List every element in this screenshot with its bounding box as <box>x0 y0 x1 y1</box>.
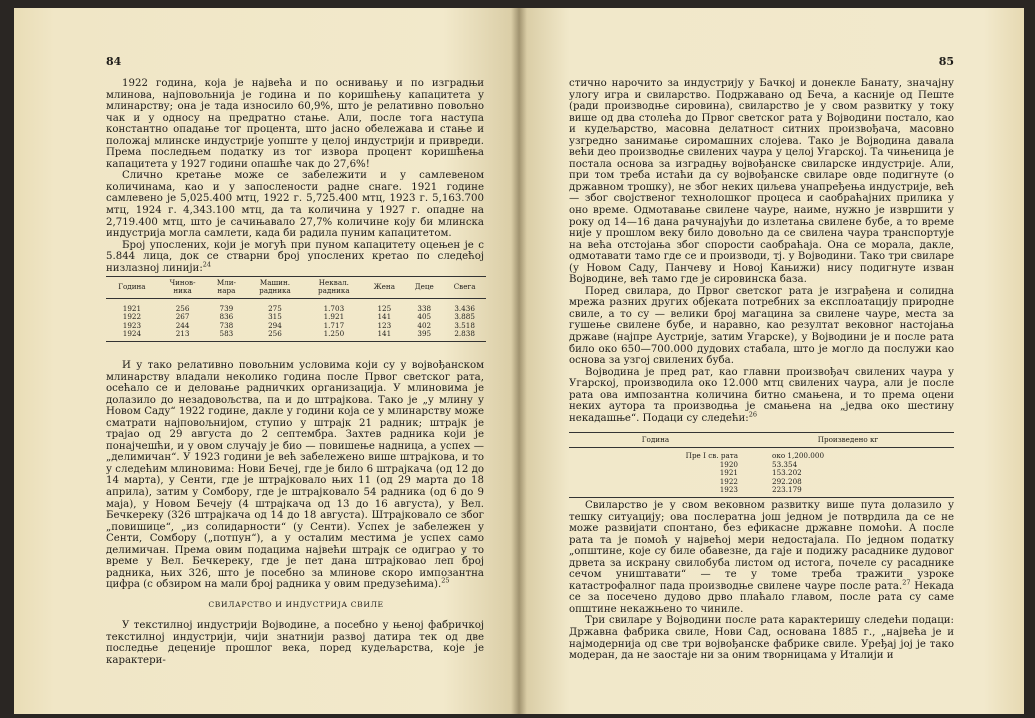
table-cell: 123 <box>377 320 392 330</box>
table-cell: 738 <box>219 320 234 330</box>
table-cell: 3.518 <box>454 320 475 330</box>
table-cell: 2.838 <box>443 330 486 342</box>
table-header-cell: Машин. радника <box>246 277 305 299</box>
table-cell: 1923 <box>569 486 742 498</box>
table-cell: 292.208 <box>772 476 802 486</box>
paragraph: 1922 година, која је највећа и по оснивању и по изградњи млинова, најповољнија је година и по коришћењу капацитета у млинарству; она је тада износило 60,9%, што је релативно повољно чак и у односу на предратно стање. Али, после тога наступа константно опадање тог процента, што јасно обележава и стање и положај млинске индустрије уопште у целој индустрији и привреди. Према последњем податку из тог извора процент коришћења капацитета у 1927 години опашће чак до 27,6%! <box>106 78 484 170</box>
table-cell: 153.202 <box>772 468 802 478</box>
table-row <box>569 461 954 469</box>
left-text-top <box>106 78 484 274</box>
table-cell: 338 <box>417 303 432 313</box>
table-cell: 1922 <box>122 312 142 322</box>
table-cell: 223.179 <box>742 486 954 498</box>
table-header-cell: Неквал. радника <box>304 277 363 299</box>
left-page <box>14 8 519 714</box>
table-cell: 294 <box>268 320 282 330</box>
table-cell: 213 <box>158 330 207 342</box>
left-text-middle <box>106 360 484 591</box>
mill-workers-table <box>106 276 486 342</box>
page-number: 85 <box>938 55 954 68</box>
table-cell: 1.703 <box>323 303 345 313</box>
left-text-bottom <box>106 620 484 666</box>
table-row <box>569 469 954 477</box>
table-cell: 1922 <box>719 476 738 486</box>
table-cell: 53.354 <box>772 459 798 469</box>
footnote-ref: 24 <box>202 260 212 269</box>
table-cell: 275 <box>268 303 282 313</box>
table-cell: 315 <box>268 312 282 322</box>
footnote-ref: 27 <box>902 578 911 587</box>
table-cell: 739 <box>219 303 234 313</box>
table-cell: 1920 <box>719 459 738 469</box>
table-cell: 1921 <box>122 303 142 313</box>
table-header-cell: Свега <box>443 277 486 299</box>
table-cell: 836 <box>219 312 234 322</box>
paragraph: Поред свилара, до Првог светског рата је изграђена и солидна мрежа разних других објеката потребних за експлоатацију природне свиле, а то су — велики број магацина за свилене чауре, места за гушење свилене бубе, и наравно, као резултат вековног настојања државе (најпре Аустрије, затим Угарске), у Војводини је и после рата било око 650—700.000 дудових стабала, што је могло да послужи као основа за узгој свилених буба. <box>569 285 954 367</box>
table-cell: 1.250 <box>304 330 363 342</box>
table-cell: 583 <box>207 330 245 342</box>
paragraph: Слично кретање може се забележити и у самлевеном количинама, као и у запослености радне снаге. 1921 године самлевено је 5,025.400 мтц, 1922 г. 5,725.400 мтц, 1923 г. 5,163.700 мтц, 1924 г. 4,343.100 мтц, да та количина у 1927 г. опадне на 2,719.400 мтц, што је сачињавало 27,7% количине коју би млинска индустрија могла самлети, када би радила пуним капацитетом. <box>106 170 484 240</box>
table-row <box>106 330 486 342</box>
table-cell: 125 <box>377 303 392 313</box>
table-header-cell: Жена <box>363 277 405 299</box>
page-number: 84 <box>106 55 122 68</box>
section-heading: СВИЛАРСТВО И ИНДУСТРИЈА СВИЛЕ <box>208 600 384 609</box>
table-row <box>569 478 954 486</box>
paragraph: стично нарочито за индустрију у Бачкој и донекле Банату, значајну улогу игра и свиларство. Подржавано од Беча, а касније од Пеште (ради производње сировина), свиларство је у свом развитку у току више од два столећа до Првог светског рата у Војводини постало, као и кудељарство, масовна делатност ситних произвођача, масовно узгредно занимање сиромашних слојева. Тако је Војводина давала већи део производње свилених чаура у целој Угарској. Та чињеница је постала основа за изградњу војвођанске свиларске индустрије. Али, при том треба истаћи да су војвођанске свиларе овде подигнуте (о државном трошку), не због неких циљева унапређења индустрије, већ — због својственог технолошког процеса и саобраћајних прилика у оно време. Одмотавање свилене чауре, наиме, нужно је извршити у року од 14—16 дана рачунајући до излетања свилене бубе, а то време није у прошлом веку било довољно да се свилена чаура транспортује на већа отстојања због спорости саобраћаја. Она се морала, дакле, одмотавати тамо где се и производи, тј. у Војводини. Тако три свиларе (у Новом Саду, Панчеву и Новој Кањижи) нису подигнуте изван Војводине, већ тамо где је сировинска база. <box>569 78 954 286</box>
paragraph: Број упослених, који је могућ при пуном капацитету оцењен је с 5.844 лица, док се стварни број упослених кретао по следећој низлазној линији:$^{24}$ <box>106 239 484 274</box>
table-cell: 402 <box>417 320 432 330</box>
table-cell: 267 <box>175 312 190 322</box>
table-row <box>569 448 954 461</box>
footnote-ref: 26 <box>748 410 758 419</box>
table-header-cell: Деце <box>405 277 443 299</box>
paragraph: Три свиларе у Војводини после рата карактеришу следећи подаци: Државна фабрика свиле, Нови Сад, основана 1885 г., „највећа је и најмодернија од све три војвођанске фабрике свиле. Уређај јој је тако модеран, да не заостаје ни за оним творницама у Италији и <box>569 615 954 662</box>
table-header-cell: Година <box>106 277 158 299</box>
table-cell: Пре I св. рата <box>685 451 738 461</box>
paragraph: Војводина је пред рат, као главни произвођач свилених чаура у Угарској, производила око 12.000 мтц свилених чаура, али је после рата ова импозантна количина битно смањена, и то према оцени неких аутора та производња је смањена на „једва око шестину некадашње“. Подаци су следећи:$^{26}$ <box>569 366 954 424</box>
table-cell: 3.885 <box>454 312 475 322</box>
table-cell: 1.921 <box>323 312 345 322</box>
table-cell: 141 <box>363 330 405 342</box>
table-row <box>569 486 954 498</box>
paragraph: У текстилној индустрији Војводине, а посебно у њеној фабричкој текстилној индустрији, чији знатнији развој датира тек од две последње деценије прошлог века, поред кудељарства, које је карактери- <box>106 620 484 666</box>
right-text-top <box>569 78 954 424</box>
right-page <box>519 8 1024 714</box>
table-cell: 256 <box>175 303 190 313</box>
paragraph: Свиларство је у свом вековном развитку више пута долазило у тешку ситуацију; ова послератна још једном је потврдила да се не може развијати спонтано, без ефикасне државне помоћи. А после рата та је помоћ у највећој мери недостајала. По једном податку „општине, које су биле обавезне, да гаје и подижу расаднике дудовог дрвета за искрану свилобуба листом од истога, почеле су расаднике сечом уништавати“ — те у томе треба тражити узроке катастрофалног пада производње свилене чауре после рата.$^{27}$ Некада се за посечено дудово дрво плаћало главом, после рата су саме општине некажњено то чиниле. <box>569 500 954 615</box>
table-header-cell: Година <box>569 433 742 448</box>
table-header-cell: Чинов- ника <box>158 277 207 299</box>
table-cell: 1924 <box>106 330 158 342</box>
table-cell: 395 <box>405 330 443 342</box>
table-header-cell: Произведено кг <box>742 433 954 448</box>
table-header-row <box>569 433 954 448</box>
book-gutter <box>511 8 527 714</box>
table-cell: 256 <box>246 330 305 342</box>
footnote-ref: 25 <box>441 577 450 585</box>
paragraph: И у тако релативно повољним условима који су у војвођанском млинарству владали неколико година после Првог светског рата, осећало се и деловање радничких организација. У млиновима је долазило до незадовољства, па и до штрајкова. Тако је „у млину у Новом Саду“ 1922 године, дакле у години која се у млинарству може сматрати најповољнијом, ступио у штрајк 21 радник; штрајк је трајао од 29 августа до 2 септембра. Захтев радника који је понајчешћи, и у овом случају је био — повишење надница, а успех — „делимичан“. У 1923 години је већ забележено више штрајкова, и то у следећим млиновима: Нови Бечеј, где је било 6 штрајкача (од 12 до 14 марта), у Сенти, где је штрајковало њих 11 (од 29 марта до 18 априла), затим у Сомбору, где је штрајковало 54 радника (од 6 до 9 маја), у Новом Бечеју (4 штрајкача од 13 до 16 августа), у Вел. Бечкереку (326 штрајкача од 14 до 18 августа). Штрајковало се због „повишице“, „из солидарности“ (у Сенти). Успех је забележен у Сенти, Сомбору („потпун“), а у осталим местима је успех само делимичан. Према овим подацима највећи штрајк се одиграо у то време у Вел. Бечкереку, где је пет дана штрајковао леп број радника, њих 326, што је посебно за млинове скоро импозантна цифра (с обзиром на мали број радника у овим предузећима).$^{25}$ <box>106 360 484 591</box>
table-cell: 141 <box>377 312 392 322</box>
table-header-row <box>106 277 486 299</box>
table-cell: 1.717 <box>323 320 345 330</box>
table-cell: 405 <box>417 312 432 322</box>
book-spread <box>14 8 1024 714</box>
table-cell: 3.436 <box>454 303 475 313</box>
right-text-bottom <box>569 500 954 662</box>
table-row <box>106 298 486 313</box>
table-cell: 1921 <box>719 468 738 478</box>
table-cell: 1923 <box>122 320 142 330</box>
silk-production-table <box>569 432 954 498</box>
table-cell: 244 <box>175 320 190 330</box>
table-cell: око 1,200.000 <box>772 451 825 461</box>
table-header-cell: Мли- нара <box>207 277 245 299</box>
